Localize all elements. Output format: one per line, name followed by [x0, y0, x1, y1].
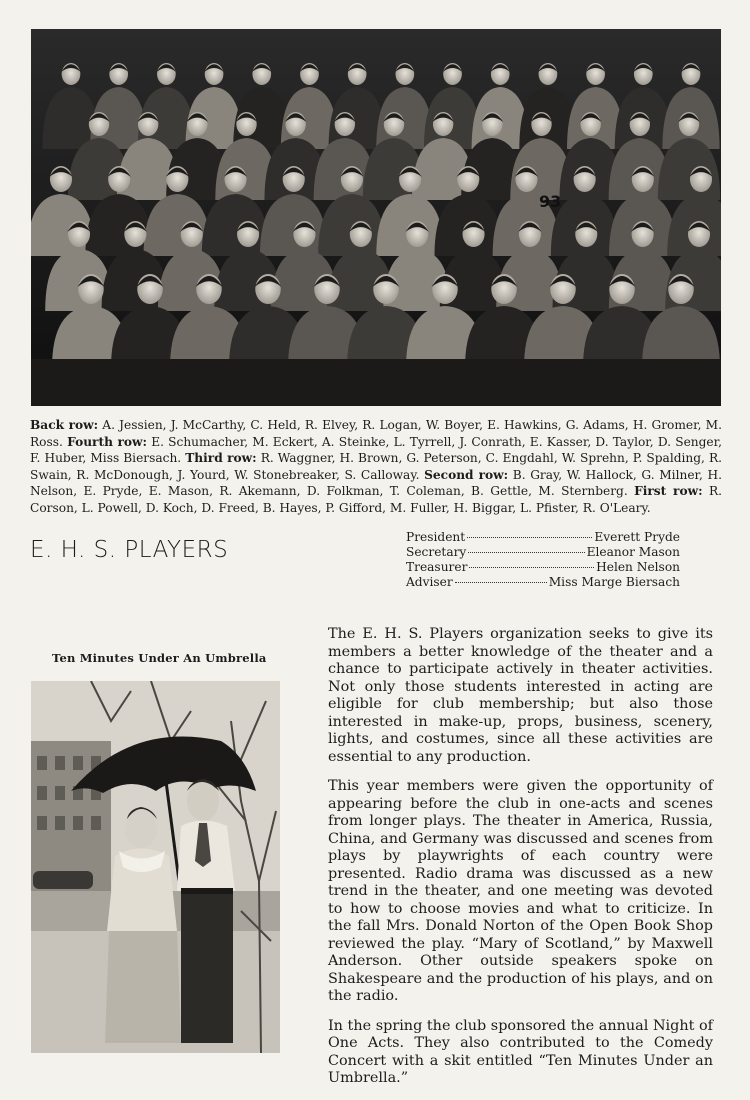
third-row-label: Third row: [185, 451, 257, 465]
fourth-row-label: Fourth row: [67, 434, 148, 449]
article-body [328, 626, 713, 1100]
leader-dots [467, 537, 592, 538]
group-photo-caption [30, 417, 722, 516]
second-row-label: Second row: [424, 467, 509, 482]
leader-dots [455, 582, 547, 583]
officer-name: Everett Pryde [594, 530, 680, 544]
officer-role: Adviser [406, 575, 453, 589]
officer-secretary [406, 545, 680, 560]
officer-president [406, 530, 680, 545]
umbrella-photo-caption: Ten Minutes Under An Umbrella [52, 651, 267, 665]
club-title: E. H. S. PLAYERS [30, 537, 229, 563]
fourth-row-names: E. Schumacher, M. Eckert, A. Steinke, L. Tyrrell, J. Conrath, E. Kasser, D. Taylor, D. Senger, F. Huber, Miss Biersach. [30, 434, 723, 465]
officer-role: Secretary [406, 545, 467, 559]
first-row-label: First row: [634, 484, 703, 498]
officer-name: Miss Marge Biersach [548, 575, 680, 589]
second-row-names: B. Gray, W. Hallock, G. Milner, H. Nelson, E. Pryde, E. Mason, R. Akemann, D. Folkman, T. Coleman, B. Gettle, M. Sternberg. [30, 467, 723, 498]
officer-name: Helen Nelson [596, 560, 680, 574]
front-row-laps [31, 359, 721, 406]
officer-role: Treasurer [406, 560, 468, 574]
back-row-label: Back row: [30, 418, 99, 432]
officer-treasurer [406, 560, 680, 575]
paragraph-3: In the spring the club sponsored the annual Night of One Acts. They also contributed to the Comedy Concert with a skit entitled “Ten Minutes Under an Umbrella.” [328, 1017, 713, 1086]
officer-name: Eleanor Mason [586, 545, 680, 559]
leader-dots [469, 567, 594, 568]
paragraph-1: The E. H. S. Players organization seeks to give its members a better knowledge of the theater and a chance to participate actively in theater activities. Not only those students interested in acting are eligible for club membership; but also those interested in make-up, props, business, scenery, lights, and costumes, since all these activities are essential to any production. [328, 626, 713, 765]
back-row-names: A. Jessien, J. McCarthy, C. Held, R. Elvey, R. Logan, W. Boyer, E. Hawkins, G. Adams, H. Gromer, M. Ross. [30, 418, 722, 449]
third-row-names: R. Waggner, H. Brown, G. Peterson, C. Engdahl, W. Sprehn, P. Spalding, R. Swain, R. McDonough, J. Yourd, W. Stonebreaker, S. Calloway. [30, 451, 723, 482]
umbrella-photo-image [31, 681, 280, 1053]
group-photo [31, 29, 721, 406]
leader-dots [468, 552, 584, 553]
umbrella-photo [31, 681, 280, 1053]
paragraph-2: This year members were given the opportunity of appearing before the club in one-acts and scenes from longer plays. The theater in America, Russia, China, and Germany was discussed and scenes from plays by playwrights of each country were presented. Radio drama was discussed as a new trend in the theater, and one meeting was devoted to how to choose movies and what to criticize. In the fall Mrs. Donald Norton of the Open Book Shop reviewed the play. “Mary of Scotland,” by Maxwell Anderson. Other outside speakers spoke on Shakespeare and the production of his plays, and on the radio. [328, 778, 713, 1004]
officers-list [406, 530, 680, 590]
group-photo-image [31, 29, 721, 406]
officer-adviser [406, 575, 680, 590]
sweater-number: 93 [539, 192, 562, 211]
officer-role: President [406, 530, 466, 544]
first-row-names: R. Corson, L. Powell, D. Koch, D. Freed, B. Hayes, P. Gifford, M. Fuller, H. Biggar, L. Pfister, R. O'Leary. [30, 484, 723, 515]
